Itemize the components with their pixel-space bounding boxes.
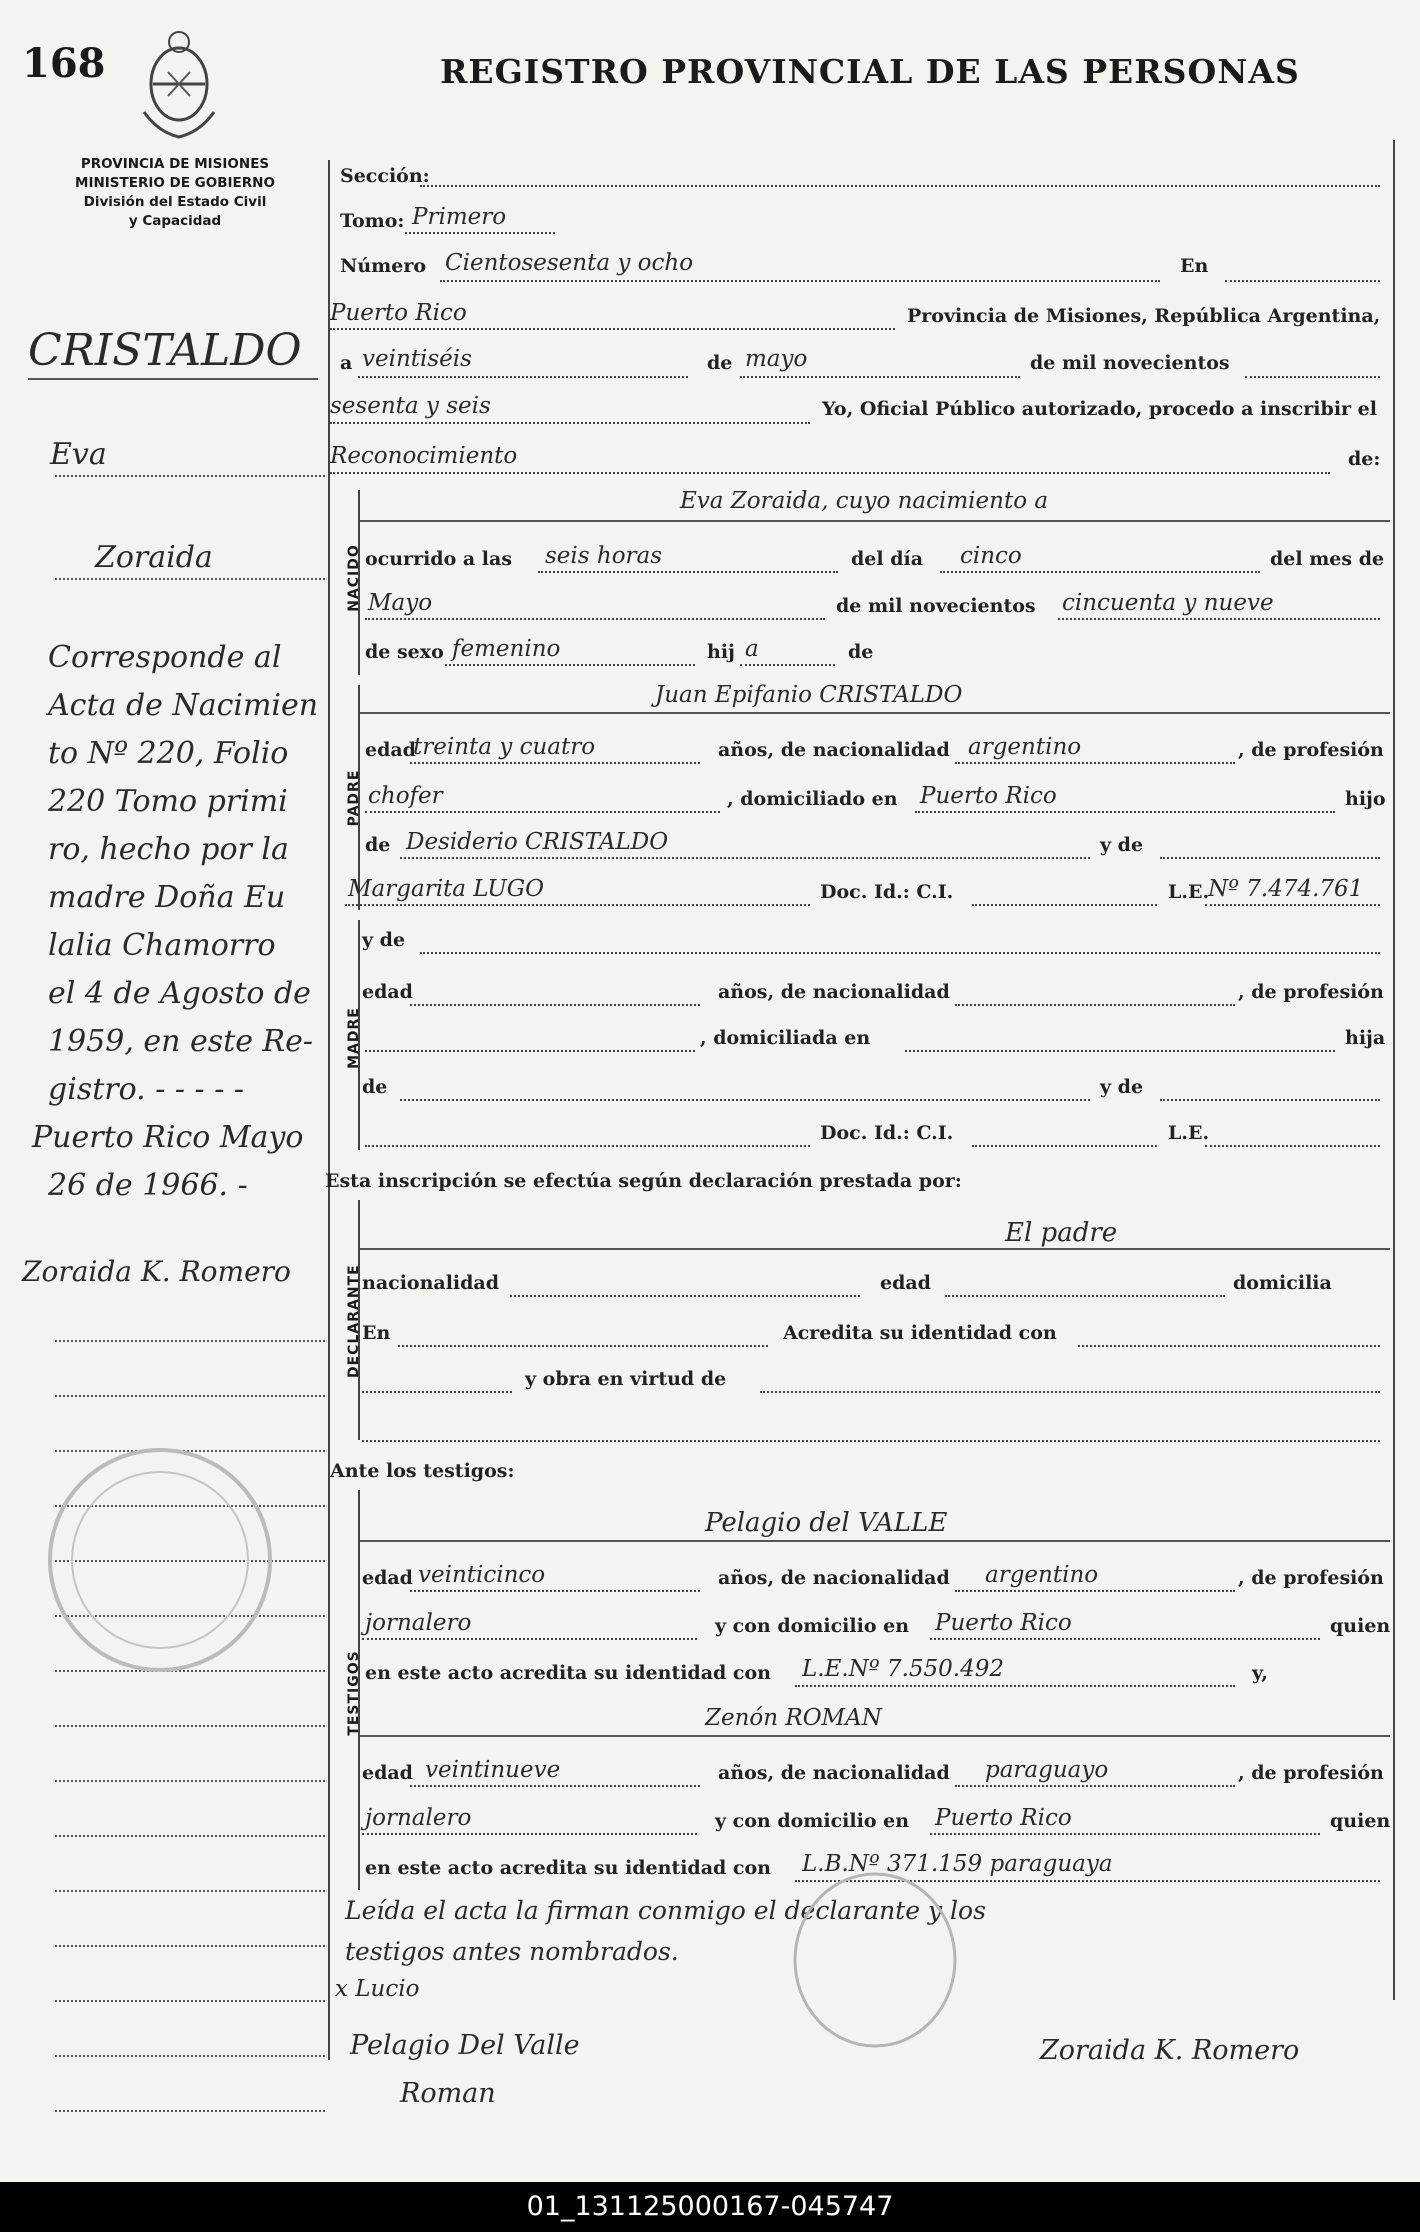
margin-line [28, 378, 318, 380]
label-domiciliado-en: , domiciliado en [727, 788, 898, 810]
line [410, 1590, 700, 1592]
line [955, 762, 1235, 764]
label-a: a [340, 352, 353, 374]
label-edad3: edad [880, 1272, 931, 1294]
line [955, 1785, 1235, 1787]
line [930, 1833, 1320, 1835]
value-anio: sesenta y seis [330, 393, 491, 419]
margin-line [55, 1725, 325, 1727]
line [930, 1638, 1320, 1640]
value-t2-edad: veintinueve [425, 1757, 561, 1783]
line [1245, 376, 1380, 378]
label-anos-nac: años, de nacionalidad [718, 739, 950, 761]
label-de-profesion2: , de profesión [1238, 981, 1384, 1003]
margin-line [55, 1340, 325, 1342]
label-domicilia: domicilia [1233, 1272, 1332, 1294]
line [420, 185, 1380, 187]
label-de-profesion3: , de profesión [1238, 1567, 1384, 1589]
line [362, 1833, 697, 1835]
line [1058, 618, 1380, 620]
margin-line [55, 475, 325, 477]
margin-note-line: 220 Tomo primi [48, 784, 288, 819]
line [360, 1540, 1390, 1542]
label-quien2: quien [1330, 1810, 1391, 1832]
section-label-testigos: TESTIGOS [346, 1650, 362, 1736]
label-edad4: edad [362, 1567, 413, 1589]
value-padre-dom: Puerto Rico [920, 783, 1057, 809]
line [1205, 1145, 1380, 1147]
value-sexo: femenino [452, 636, 561, 662]
label-en2: En [362, 1322, 391, 1344]
scan-footer: 01_131125000167-045747 [0, 2182, 1420, 2232]
margin-note-line: Corresponde al [48, 640, 282, 675]
value-padre-madre: Margarita LUGO [348, 876, 544, 902]
margin-line [55, 578, 325, 580]
line [915, 811, 1335, 813]
label-tomo: Tomo: [340, 210, 405, 232]
line [365, 1050, 695, 1052]
margin-line [55, 1835, 325, 1837]
label-edad: edad [365, 739, 416, 761]
line [410, 1004, 700, 1006]
ministry-line-3: División del Estado Civil [83, 194, 267, 210]
line [330, 328, 895, 330]
value-t1-prof: jornalero [365, 1610, 472, 1636]
closing-line-2: testigos antes nombrados. [345, 1937, 679, 1966]
value-padre-nombre: Juan Epifanio CRISTALDO [655, 682, 963, 708]
label-en: En [1180, 255, 1209, 277]
section-label-nacido: NACIDO [346, 544, 362, 612]
value-padre-le: Nº 7.474.761 [1208, 876, 1364, 902]
ministry-line-2: MINISTERIO DE GOBIERNO [75, 175, 275, 191]
line [365, 1145, 810, 1147]
line [358, 376, 688, 378]
label-de-profesion4: , de profesión [1238, 1762, 1384, 1784]
line [972, 904, 1157, 906]
label-del-mes: del mes de [1270, 548, 1385, 570]
margin-note-line: gistro. - - - - - [48, 1072, 245, 1107]
line [955, 1590, 1235, 1592]
label-domiciliada-en: , domiciliada en [700, 1027, 871, 1049]
label-acredita: Acredita su identidad con [783, 1322, 1057, 1344]
label-anos-nac2: años, de nacionalidad [718, 981, 950, 1003]
line [1225, 280, 1380, 282]
line [940, 571, 1260, 573]
label-hij: hij [707, 641, 735, 663]
label-en-este-acto: en este acto acredita su identidad con [365, 1662, 771, 1684]
line [410, 762, 700, 764]
signature-x: x Lucio [335, 1976, 420, 2002]
line [400, 857, 1090, 859]
value-hora: seis horas [545, 543, 663, 569]
margin-line [55, 2000, 325, 2002]
section-label-padre: PADRE [346, 769, 362, 827]
line [445, 664, 695, 666]
line [972, 1145, 1157, 1147]
label-y-obra: y obra en virtud de [525, 1368, 727, 1390]
value-t1-edad: veinticinco [418, 1562, 546, 1588]
value-nacido-nombre: Eva Zoraida, cuyo nacimiento a [680, 488, 1049, 514]
margin-line [55, 1395, 325, 1397]
line [420, 952, 1380, 954]
value-hij: a [745, 636, 759, 662]
line [740, 664, 835, 666]
line [905, 1050, 1335, 1052]
label-anos-nac4: años, de nacionalidad [718, 1762, 950, 1784]
section-label-declarante: DECLARANTE [346, 1264, 362, 1378]
value-declarante: El padre [1005, 1218, 1118, 1248]
line [955, 1004, 1235, 1006]
label-numero: Número [340, 255, 427, 277]
line [760, 1391, 1380, 1393]
label-y-de: y de [1100, 834, 1144, 856]
label-esta-inscripcion: Esta inscripción se efectúa según declaración prestada por: [325, 1170, 962, 1192]
label-y-de2: y de [362, 929, 406, 951]
margin-note-line: madre Doña Eu [48, 880, 286, 915]
value-t1-nac: argentino [985, 1562, 1099, 1588]
label-de4: de [362, 1076, 388, 1098]
line [360, 712, 1390, 714]
margin-note-line: lalia Chamorro [48, 928, 276, 963]
value-padre-prof: chofer [368, 783, 443, 809]
seal-stamp-icon [790, 1870, 960, 2050]
value-en: Puerto Rico [330, 300, 467, 326]
margin-name2: Zoraida [95, 540, 213, 575]
label-ocurrido: ocurrido a las [365, 548, 513, 570]
label-y-con-domicilio: y con domicilio en [715, 1615, 910, 1637]
label-de2: de [848, 641, 874, 663]
label-de-mil2: de mil novecientos [836, 595, 1036, 617]
line [365, 811, 720, 813]
label-del-dia: del día [851, 548, 924, 570]
value-t2-id: L.B.Nº 371.159 paraguaya [802, 1851, 1113, 1877]
line [362, 1440, 1380, 1442]
label-doc-id2: Doc. Id.: C.I. [820, 1122, 954, 1144]
section-label-madre: MADRE [346, 1007, 362, 1069]
ministry-line-1: PROVINCIA DE MISIONES [80, 156, 270, 172]
signature-2: Roman [400, 2078, 496, 2109]
label-edad5: edad [362, 1762, 413, 1784]
line [360, 1735, 1390, 1737]
label-le2: L.E. [1168, 1122, 1210, 1144]
label-doc-id: Doc. Id.: C.I. [820, 881, 954, 903]
value-tomo: Primero [412, 204, 507, 230]
label-hijo: hijo [1345, 788, 1386, 810]
value-anio-nac: cincuenta y nueve [1062, 590, 1274, 616]
ministry-block [40, 155, 310, 231]
value-t2-prof: jornalero [365, 1805, 472, 1831]
margin-signature: Zoraida K. Romero [22, 1255, 291, 1288]
line [1160, 857, 1380, 859]
label-de-sexo: de sexo [365, 641, 444, 663]
line [360, 520, 1390, 522]
value-testigo2: Zenón ROMAN [705, 1705, 882, 1731]
value-padre-edad: treinta y cuatro [413, 734, 596, 760]
label-le: L.E. [1168, 881, 1210, 903]
label-de3: de [365, 834, 391, 856]
line [510, 1295, 860, 1297]
margin-note-line: el 4 de Agosto de [48, 976, 311, 1011]
label-yo-oficial: Yo, Oficial Público autorizado, procedo a inscribir el [822, 398, 1377, 420]
value-t1-dom: Puerto Rico [935, 1610, 1072, 1636]
label-y-de3: y de [1100, 1076, 1144, 1098]
line [410, 1785, 700, 1787]
line [398, 1345, 768, 1347]
value-mes: mayo [745, 346, 808, 372]
margin-line [55, 2110, 325, 2112]
label-ante-testigos: Ante los testigos: [330, 1460, 515, 1482]
line [405, 232, 555, 234]
value-t2-dom: Puerto Rico [935, 1805, 1072, 1831]
margin-name1: Eva [50, 437, 107, 472]
value-t2-nac: paraguayo [985, 1757, 1109, 1783]
page-title: REGISTRO PROVINCIAL DE LAS PERSONAS [440, 52, 1300, 91]
closing-line-1: Leída el acta la firman conmigo el declarante y los [345, 1896, 986, 1925]
label-de-mil: de mil novecientos [1030, 352, 1230, 374]
value-testigo1: Pelagio del VALLE [705, 1508, 948, 1538]
value-padre-de: Desiderio CRISTALDO [406, 829, 669, 855]
margin-line [55, 1945, 325, 1947]
label-nacionalidad: nacionalidad [362, 1272, 500, 1294]
line [538, 571, 838, 573]
value-numero: Cientosesenta y ocho [445, 250, 694, 276]
line [330, 472, 1330, 474]
coat-of-arms-icon [138, 22, 220, 142]
signature-3: Zoraida K. Romero [1040, 2035, 1300, 2066]
line [330, 422, 810, 424]
line [362, 1391, 512, 1393]
line [400, 1099, 1090, 1101]
label-hija: hija [1345, 1027, 1386, 1049]
margin-surname: CRISTALDO [28, 325, 302, 376]
line [1160, 1099, 1380, 1101]
line [362, 1638, 697, 1640]
line [360, 1248, 1390, 1250]
margin-note-line: ro, hecho por la [48, 832, 289, 867]
line [795, 1685, 1235, 1687]
line [345, 904, 810, 906]
value-mes-nac: Mayo [368, 590, 433, 616]
label-y-comma: y, [1252, 1662, 1268, 1684]
ministry-line-4: y Capacidad [128, 213, 222, 229]
label-de-profesion: , de profesión [1238, 739, 1384, 761]
line [945, 1295, 1225, 1297]
page-number: 168 [22, 40, 106, 87]
line [440, 280, 1160, 282]
line [1078, 1345, 1380, 1347]
label-edad2: edad [362, 981, 413, 1003]
margin-note-line: Puerto Rico Mayo [32, 1120, 304, 1155]
line [740, 376, 1020, 378]
line [365, 618, 825, 620]
label-quien: quien [1330, 1615, 1391, 1637]
line [1205, 904, 1380, 906]
margin-note-line: 1959, en este Re- [48, 1024, 314, 1059]
margin-note-line: Acta de Nacimien [48, 688, 319, 723]
margin-line [55, 2055, 325, 2057]
label-anos-nac3: años, de nacionalidad [718, 1567, 950, 1589]
label-en-este-acto2: en este acto acredita su identidad con [365, 1857, 771, 1879]
margin-note-line: to Nº 220, Folio [48, 736, 289, 771]
value-dia: veintiséis [362, 346, 472, 372]
value-padre-nac: argentino [968, 734, 1082, 760]
seal-stamp-icon [40, 1440, 280, 1680]
value-dia-nac: cinco [960, 543, 1022, 569]
margin-line [55, 1890, 325, 1892]
right-border [1393, 140, 1395, 2000]
label-provincia: Provincia de Misiones, República Argentina, [907, 305, 1381, 327]
margin-line [55, 1780, 325, 1782]
value-reconocimiento: Reconocimiento [330, 443, 518, 469]
label-y-con-domicilio2: y con domicilio en [715, 1810, 910, 1832]
label-de-colon: de: [1348, 448, 1381, 470]
margin-note-line: 26 de 1966. - [48, 1168, 248, 1203]
label-seccion: Sección: [340, 165, 430, 187]
value-t1-id: L.E.Nº 7.550.492 [802, 1656, 1004, 1682]
label-de: de [707, 352, 733, 374]
signature-1: Pelagio Del Valle [350, 2030, 580, 2061]
